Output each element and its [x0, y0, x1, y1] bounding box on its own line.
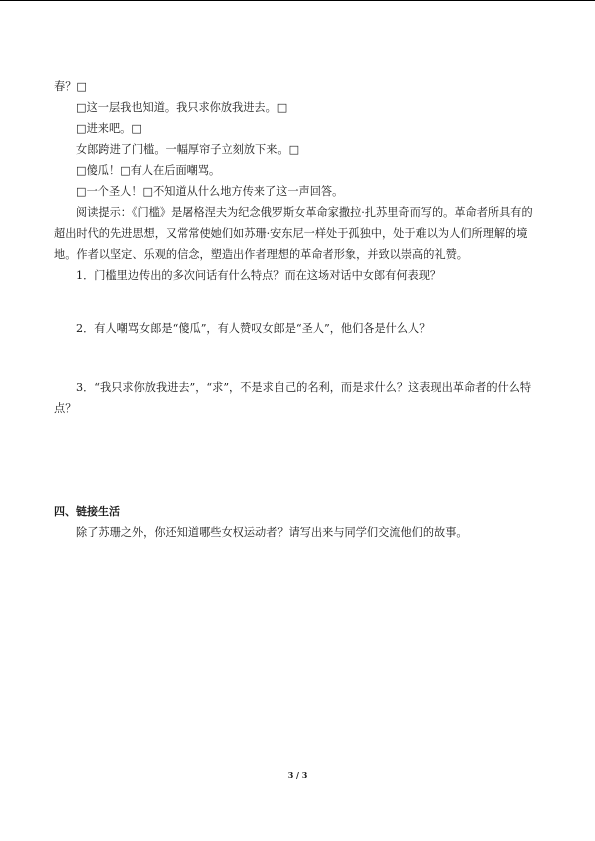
- top-border-line: [0, 0, 595, 1]
- text-line: □这一层我也知道。我只求你放我进去。□: [76, 101, 288, 114]
- text-line: 女郎跨进了门槛。一幅厚帘子立刻放下来。□: [76, 143, 300, 156]
- section-text: 除了苏珊之外，你还知道哪些女权运动者？请写出来与同学们交流他们的故事。: [76, 526, 468, 539]
- text-line: □进来吧。□: [76, 122, 142, 135]
- text-line: □一个圣人！□不知道从什么地方传来了这一声回答。: [76, 185, 344, 198]
- section-heading: 四、链接生活: [54, 505, 120, 518]
- question-1: 1．门槛里边传出的多次问话有什么特点？而在这场对话中女郎有何表现？: [76, 269, 442, 282]
- answer-space: [54, 339, 542, 377]
- answer-space: [54, 286, 542, 318]
- answer-space: [54, 419, 542, 501]
- document-body: [54, 76, 542, 543]
- text-line: □傻瓜！□有人在后面嘲骂。: [76, 164, 221, 177]
- reading-hint: 阅读提示：《门槛》是屠格涅夫为纪念俄罗斯女革命家撒拉·扎苏里奇而写的。革命者所具有的超出时代的先进思想，又常常使她们如苏珊·安东尼一样处于孤独中，处于难以为人们所理解的境地。作者以坚定、乐观的信念，塑造出作者理想的革命者形象，并致以崇高的礼赞。: [54, 206, 533, 261]
- page-number: 3 / 3: [287, 770, 308, 780]
- question-2: 2．有人嘲骂女郎是“傻瓜”，有人赞叹女郎是“圣人”，他们各是什么人？: [76, 322, 431, 335]
- text-line: 春？□: [54, 80, 87, 93]
- question-3: 3．“我只求你放我进去”，“求”，不是求自己的名利，而是求什么？这表现出革命者的什么特点？: [54, 381, 532, 415]
